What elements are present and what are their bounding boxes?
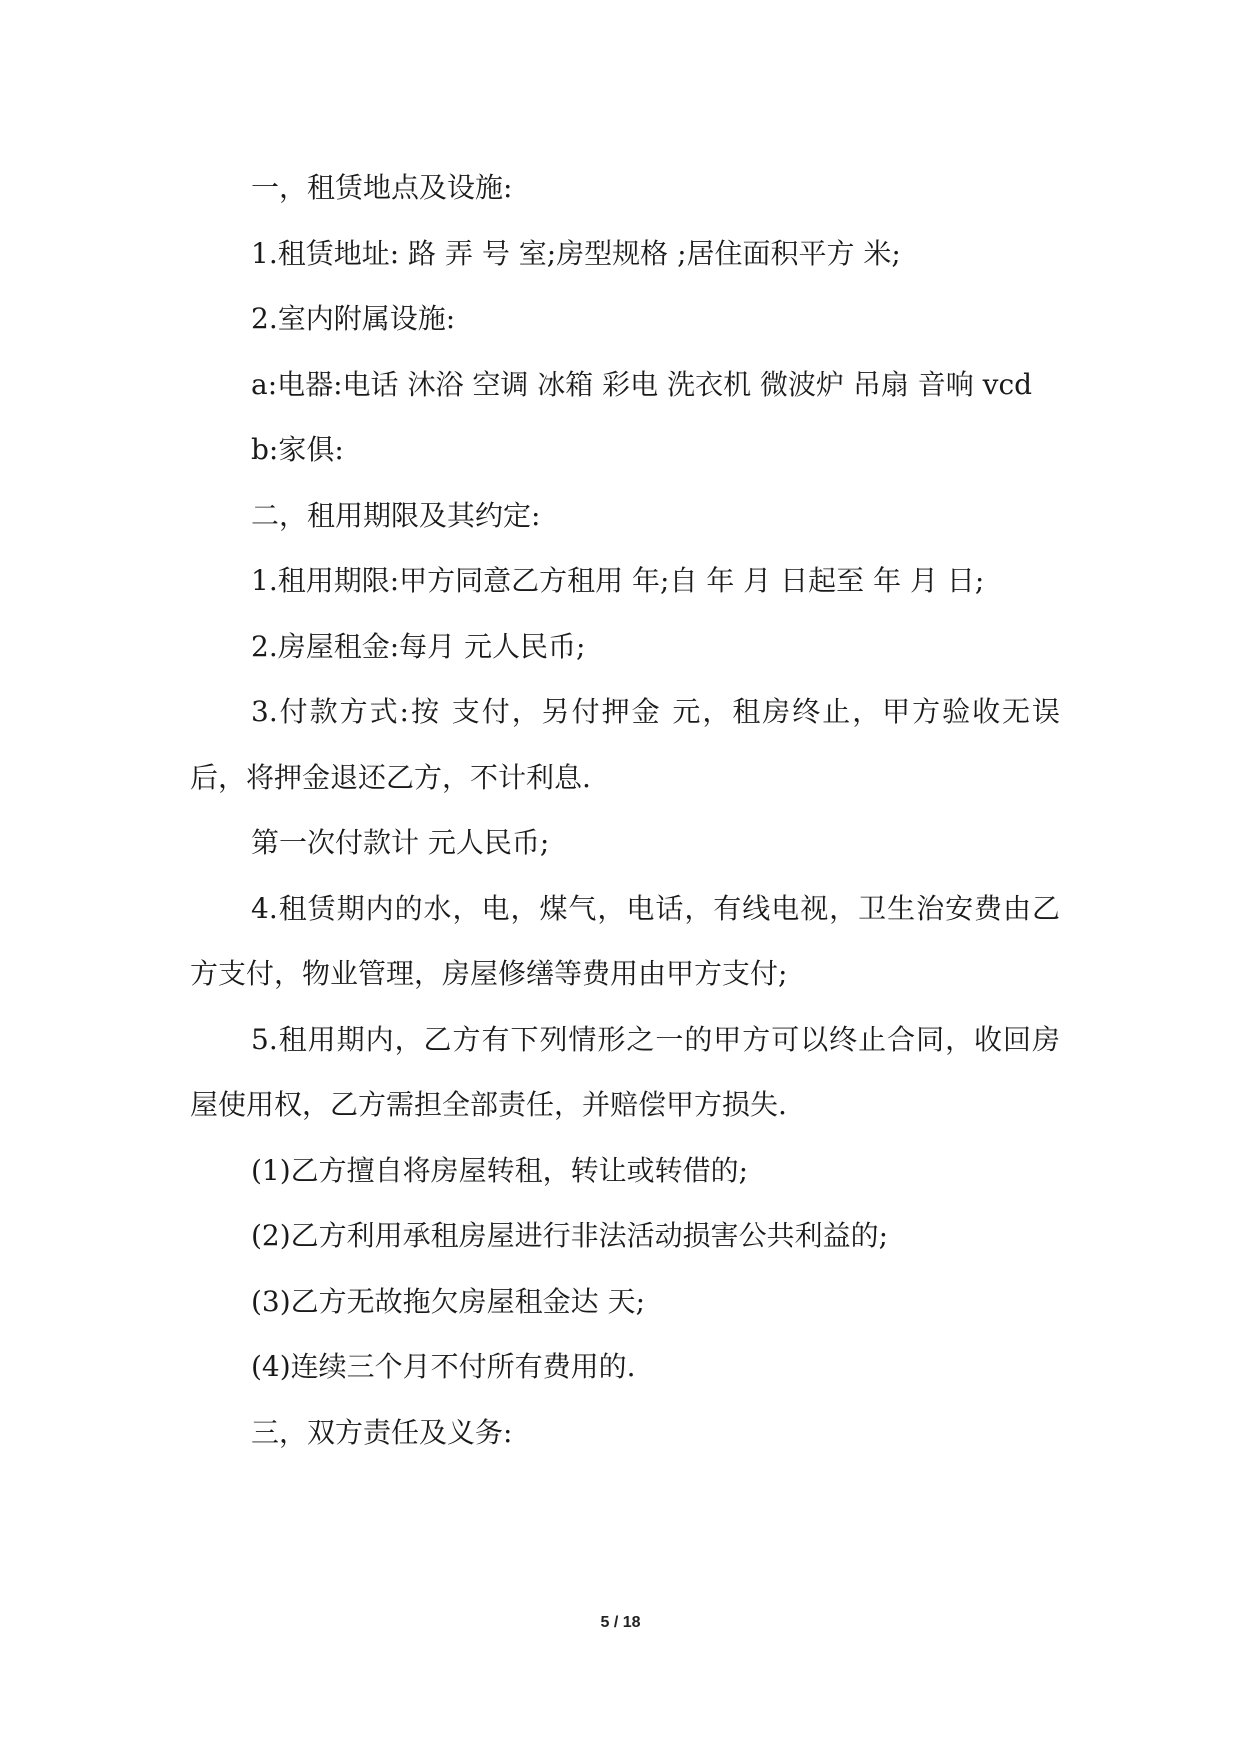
page-number: 5 / 18 bbox=[600, 1614, 641, 1631]
paragraph: 1.租用期限:甲方同意乙方租用 年;自 年 月 日起至 年 月 日; bbox=[251, 564, 985, 597]
document-body bbox=[190, 155, 1060, 1465]
list-item: (4)连续三个月不付所有费用的. bbox=[251, 1350, 636, 1383]
paragraph: b:家俱: bbox=[251, 433, 344, 466]
section-heading: 二，租用期限及其约定: bbox=[251, 498, 541, 532]
list-item: (1)乙方擅自将房屋转租，转让或转借的; bbox=[251, 1153, 749, 1187]
paragraph: a:电器:电话 沐浴 空调 冰箱 彩电 洗衣机 微波炉 吊扇 音响 vcd bbox=[251, 367, 1033, 401]
paragraph: 5.租用期内，乙方有下列情形之一的甲方可以终止合同，收回房屋使用权，乙方需担全部责任，并赔偿甲方损失. bbox=[190, 1022, 1060, 1121]
list-item: (3)乙方无故拖欠房屋租金达 天; bbox=[251, 1284, 645, 1318]
paragraph: 4.租赁期内的水，电，煤气，电话，有线电视，卫生治安费由乙方支付，物业管理，房屋修缮等费用由甲方支付; bbox=[190, 891, 1060, 990]
list-item: (2)乙方利用承租房屋进行非法活动损害公共利益的; bbox=[251, 1219, 889, 1252]
paragraph: 2.房屋租金:每月 元人民币; bbox=[251, 629, 586, 663]
paragraph: 1.租赁地址: 路 弄 号 室;房型规格 ;居住面积平方 米; bbox=[251, 236, 901, 270]
paragraph: 2.室内附属设施: bbox=[251, 302, 456, 335]
paragraph: 3.付款方式:按 支付，另付押金 元，租房终止，甲方验收无误后，将押金退还乙方，不计利息. bbox=[190, 695, 1060, 794]
paragraph: 第一次付款计 元人民币; bbox=[251, 826, 550, 859]
section-heading: 一，租赁地点及设施: bbox=[251, 171, 513, 204]
section-heading: 三，双方责任及义务: bbox=[251, 1415, 513, 1449]
